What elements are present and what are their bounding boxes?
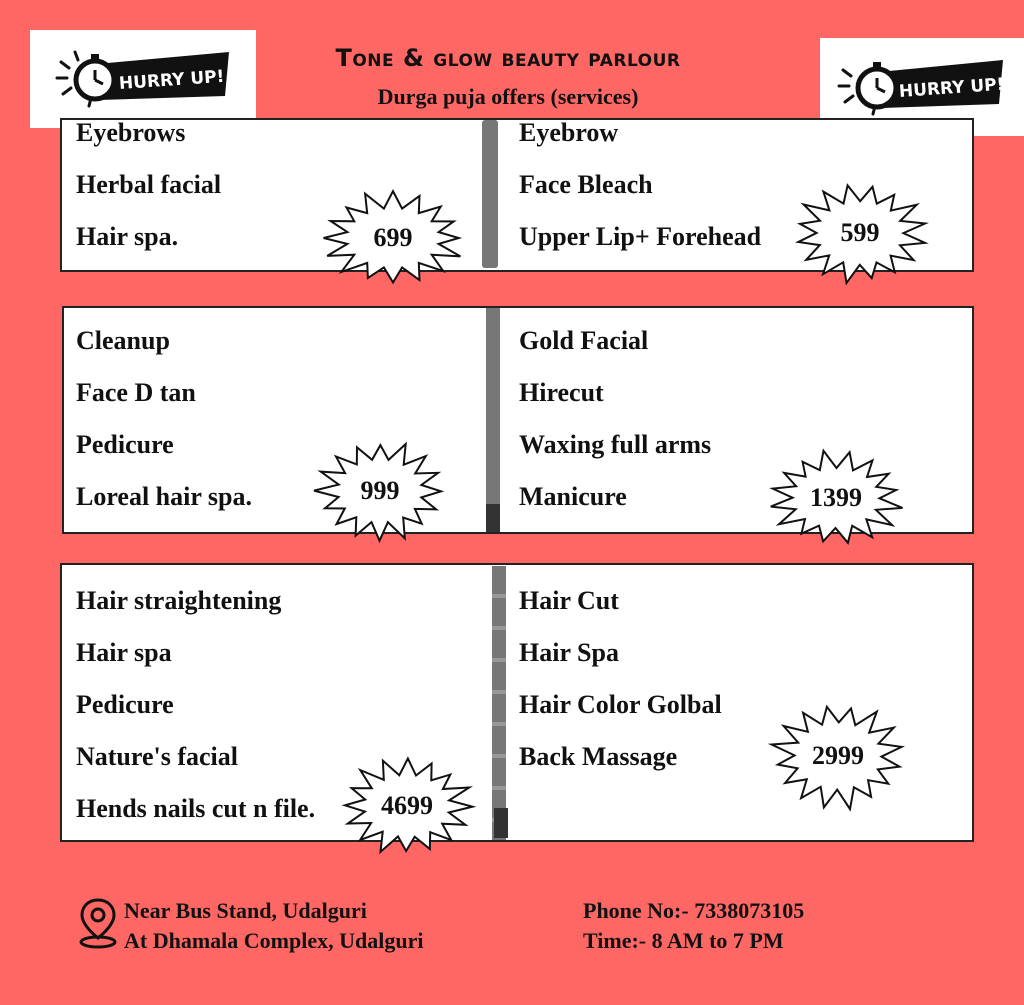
service-item: Upper Lip+ Forehead bbox=[519, 222, 762, 251]
panel-divider-2 bbox=[486, 308, 500, 532]
price-burst bbox=[768, 700, 908, 812]
service-item: Cleanup bbox=[76, 326, 170, 355]
price-label: 999 bbox=[360, 476, 400, 505]
price-label: 699 bbox=[373, 223, 413, 252]
hurry-up-text-right: HURRY UP! bbox=[898, 74, 1006, 102]
panel-divider-2-end bbox=[486, 504, 500, 532]
location-pin-icon bbox=[78, 896, 118, 950]
price-burst bbox=[338, 754, 476, 858]
service-item: Pedicure bbox=[76, 430, 174, 459]
service-item: Hends nails cut n file. bbox=[76, 794, 316, 823]
address-line-1: Near Bus Stand, Udalguri bbox=[124, 898, 367, 923]
opening-time: Time:- 8 AM to 7 PM bbox=[583, 928, 784, 953]
stopwatch-icon bbox=[837, 52, 1007, 122]
service-item: Face D tan bbox=[76, 378, 196, 407]
service-item: Hair spa bbox=[76, 638, 172, 667]
page-subtitle: Durga puja offers (services) bbox=[377, 84, 639, 109]
address-line-2: At Dhamala Complex, Udalguri bbox=[124, 928, 424, 953]
price-burst bbox=[312, 438, 448, 544]
service-item: Gold Facial bbox=[519, 326, 649, 355]
service-item: Pedicure bbox=[76, 690, 174, 719]
service-item: Hair straightening bbox=[76, 586, 282, 615]
price-burst bbox=[318, 188, 468, 288]
price-label: 1399 bbox=[810, 483, 862, 512]
stopwatch-icon bbox=[53, 44, 233, 114]
service-item: Loreal hair spa. bbox=[76, 482, 253, 511]
service-item: Hair spa. bbox=[76, 222, 179, 251]
service-item: Hair Color Golbal bbox=[519, 690, 722, 719]
service-item: Manicure bbox=[519, 482, 627, 511]
panel-divider-3 bbox=[492, 566, 506, 840]
price-burst bbox=[766, 448, 906, 548]
service-item: Hair Spa bbox=[519, 638, 619, 667]
phone-number: Phone No:- 7338073105 bbox=[583, 898, 805, 923]
panel-divider-3-end bbox=[494, 808, 508, 838]
service-item: Hirecut bbox=[519, 378, 604, 407]
price-label: 4699 bbox=[381, 791, 433, 820]
panel-divider-1 bbox=[482, 120, 498, 268]
price-burst bbox=[790, 180, 930, 286]
service-item: Eyebrows bbox=[76, 118, 186, 147]
hurry-up-badge-left bbox=[30, 30, 256, 128]
hurry-up-text-left: HURRY UP! bbox=[118, 66, 226, 95]
service-item: Hair Cut bbox=[519, 586, 619, 615]
price-label: 599 bbox=[840, 218, 880, 247]
page-title: Tone & glow beauty parlour bbox=[335, 44, 681, 72]
service-item: Waxing full arms bbox=[519, 430, 712, 459]
service-item: Back Massage bbox=[519, 742, 678, 771]
service-item: Nature's facial bbox=[76, 742, 238, 771]
service-item: Face Bleach bbox=[519, 170, 653, 199]
price-label: 2999 bbox=[812, 741, 864, 770]
service-item: Eyebrow bbox=[519, 118, 619, 147]
service-item: Herbal facial bbox=[76, 170, 222, 199]
